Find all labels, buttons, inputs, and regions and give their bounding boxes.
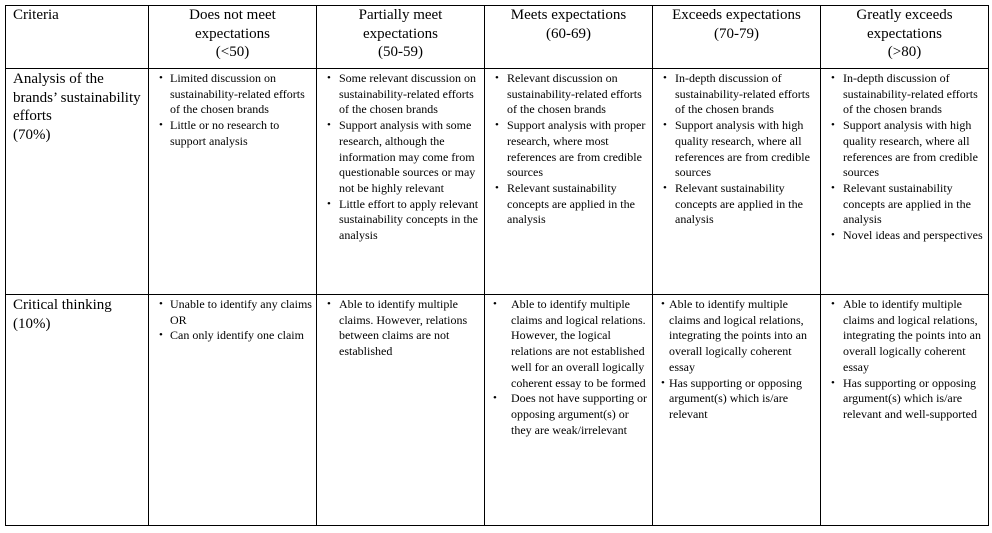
descriptor-cell [821,69,989,295]
criterion-row-critical-thinking [6,295,989,526]
criteria-header: Criteria [6,6,149,69]
descriptor-cell [149,69,317,295]
level-header-exceeds: Exceeds expectations (70-79) [653,6,821,69]
descriptor-cell [149,295,317,526]
descriptor-point: • In-depth discussion of sustainability-related efforts of the chosen brands [821,71,984,118]
descriptor-point: • Able to identify multiple claims and logical relations. However, the logical relations are not established well for an overall logically coherent essay to be formed [485,297,648,391]
rubric-table [5,5,989,526]
descriptor-point: • Support analysis with high quality research, where all references are from credible sources [821,118,984,181]
descriptor-point: • Does not have supporting or opposing argument(s) or they are weak/irrelevant [485,391,648,438]
descriptor-point: • Has supporting or opposing argument(s) which is/are relevant and well-supported [821,376,984,423]
descriptor-point: • Relevant sustainability concepts are applied in the analysis [653,181,816,228]
descriptor-point: • Able to identify multiple claims and logical relations, integrating the points into an overall logically coherent essay [653,297,816,376]
descriptor-point: • Relevant discussion on sustainability-related efforts of the chosen brands [485,71,648,118]
descriptor-point: • Little or no research to support analysis [149,118,312,149]
level-header-greatly-exceeds: Greatly exceeds expectations (>80) [821,6,989,69]
descriptor-point: • Relevant sustainability concepts are applied in the analysis [485,181,648,228]
descriptor-cell [317,295,485,526]
descriptor-point: • Limited discussion on sustainability-related efforts of the chosen brands [149,71,312,118]
criterion-weight: (70%) [13,126,51,143]
descriptor-cell [653,295,821,526]
level-header-does-not-meet: Does not meet expectations (<50) [149,6,317,69]
criterion-label: Critical thinking [13,297,112,313]
descriptor-cell [821,295,989,526]
descriptor-point: • Able to identify multiple claims. However, relations between claims are not established [317,297,480,360]
descriptor-point: • Support analysis with proper research, where most references are from credible sources [485,118,648,181]
level-header-partially-meet: Partially meet expectations (50-59) [317,6,485,69]
descriptor-point: • In-depth discussion of sustainability-related efforts of the chosen brands [653,71,816,118]
descriptor-point: • Novel ideas and perspectives [821,228,984,244]
descriptor-point: • Support analysis with high quality research, where all references are from credible sources [653,118,816,181]
descriptor-point: • Support analysis with some research, although the information may come from questionable sources or may not be highly relevant [317,118,480,197]
descriptor-point: • Has supporting or opposing argument(s) which is/are relevant [653,376,816,423]
header-row [6,6,989,69]
criterion-row-analysis [6,69,989,295]
descriptor-cell [317,69,485,295]
level-header-meets: Meets expectations (60-69) [485,6,653,69]
descriptor-cell [485,295,653,526]
descriptor-point: • Relevant sustainability concepts are applied in the analysis [821,181,984,228]
descriptor-cell [485,69,653,295]
criterion-label: Analysis of the brands’ sustainability efforts [13,71,141,124]
descriptor-cell [653,69,821,295]
criterion-weight: (10%) [13,315,51,332]
descriptor-point: • Some relevant discussion on sustainability-related efforts of the chosen brands [317,71,480,118]
criterion-cell [6,295,149,526]
descriptor-point: • Unable to identify any claims OR [149,297,312,328]
descriptor-point: • Little effort to apply relevant sustainability concepts in the analysis [317,197,480,244]
descriptor-point: • Able to identify multiple claims and logical relations, integrating the points into an overall logically coherent essay [821,297,984,376]
descriptor-point: • Can only identify one claim [149,328,312,344]
criterion-cell [6,69,149,295]
